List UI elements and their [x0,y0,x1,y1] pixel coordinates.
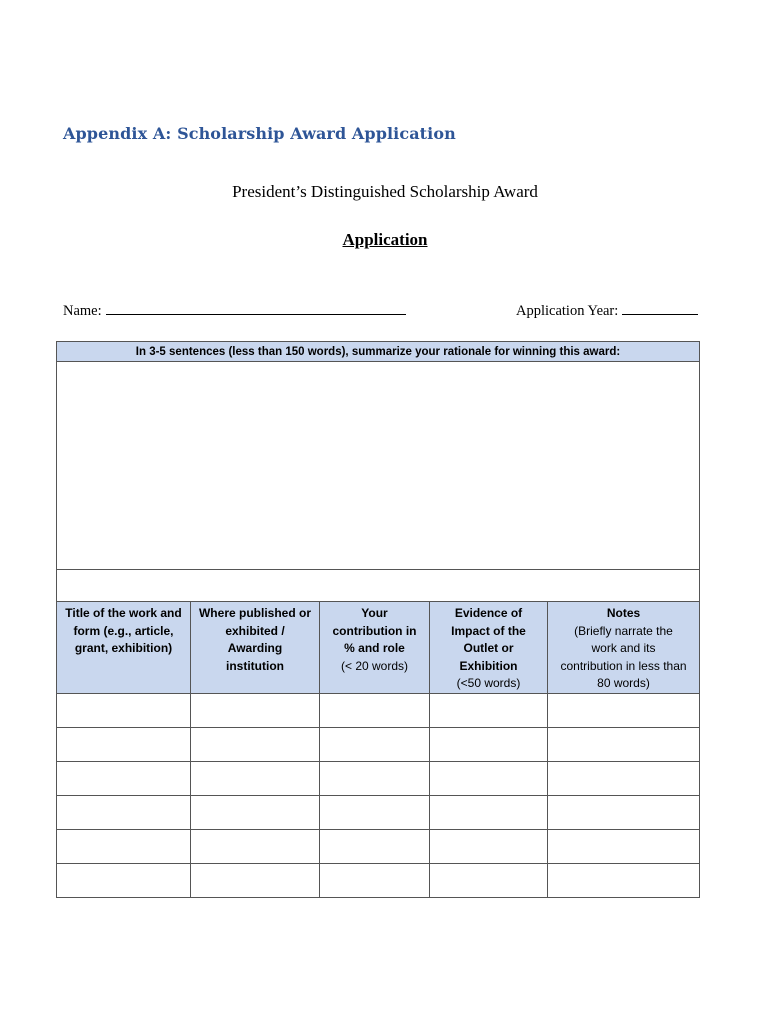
rationale-input-area[interactable] [57,362,700,570]
entry-cell-evidence-of-impact[interactable] [430,863,548,897]
header-line: institution [226,658,284,673]
entry-cell-notes[interactable] [548,795,700,829]
spacer-row [57,570,700,602]
table-row [57,761,700,795]
column-contribution-header [320,602,430,694]
entry-cell-notes[interactable] [548,693,700,727]
entry-cell-contribution[interactable] [320,727,430,761]
entry-cell-contribution[interactable] [320,829,430,863]
entry-cell-where-published[interactable] [191,693,320,727]
header-note-line: (<50 words) [456,676,521,690]
table-row [57,693,700,727]
entry-cell-evidence-of-impact[interactable] [430,761,548,795]
entry-cell-evidence-of-impact[interactable] [430,829,548,863]
award-subtitle: President’s Distinguished Scholarship Award [232,182,538,201]
entry-cell-contribution[interactable] [320,693,430,727]
name-field [63,300,406,320]
header-line: Outlet or [463,641,514,655]
table-row [57,795,700,829]
header-line: Where published or [198,606,311,620]
entry-cell-title-of-work[interactable] [57,727,191,761]
rationale-prompt: In 3-5 sentences (less than 150 words), summarize your rationale for winning this award: [57,342,700,362]
header-line: Your [361,606,388,620]
entry-cell-title-of-work[interactable] [57,693,191,727]
works-table-body [57,693,700,897]
entry-cell-notes[interactable] [548,863,700,897]
entry-cell-contribution[interactable] [320,863,430,897]
column-title-of-work-header [57,602,191,694]
entry-cell-where-published[interactable] [191,829,320,863]
entry-cell-notes[interactable] [548,727,700,761]
name-label: Name: [63,303,102,319]
header-note-line: 80 words) [597,676,650,690]
entry-cell-where-published[interactable] [191,761,320,795]
table-row [57,829,700,863]
entry-cell-contribution[interactable] [320,795,430,829]
entry-cell-evidence-of-impact[interactable] [430,795,548,829]
header-note-line: contribution in less than [560,658,687,673]
header-note-line: work and its [591,641,656,655]
appendix-heading: Appendix A: Scholarship Award Application [63,124,456,143]
header-line: Title of the work and [65,606,182,620]
application-title: Application [342,230,428,249]
entry-cell-where-published[interactable] [191,795,320,829]
entry-cell-notes[interactable] [548,829,700,863]
application-year-field [516,300,698,320]
entry-cell-title-of-work[interactable] [57,863,191,897]
header-line: Impact of the [451,623,526,638]
entry-cell-title-of-work[interactable] [57,761,191,795]
entry-cell-contribution[interactable] [320,761,430,795]
entry-cell-where-published[interactable] [191,863,320,897]
header-line: exhibited / [225,623,285,638]
header-line: Exhibition [459,658,518,673]
header-line: contribution in [332,623,417,638]
entry-cell-evidence-of-impact[interactable] [430,693,548,727]
entry-cell-title-of-work[interactable] [57,795,191,829]
entry-cell-evidence-of-impact[interactable] [430,727,548,761]
column-where-published-header [191,602,320,694]
header-line: Notes [606,606,641,620]
entry-cell-notes[interactable] [548,761,700,795]
header-line: grant, exhibition) [74,641,173,655]
header-note-line: (Briefly narrate the [574,623,673,638]
entry-cell-title-of-work[interactable] [57,829,191,863]
column-notes-header [548,602,700,694]
header-line: Awarding [227,641,283,655]
name-input-line[interactable] [106,300,406,315]
application-year-label: Application Year: [516,303,619,319]
header-note-line: (< 20 words) [340,658,409,673]
header-line: form (e.g., article, [73,623,174,638]
application-form-table [56,341,700,898]
works-table-header [57,602,700,694]
table-row [57,863,700,897]
header-line: Evidence of [454,606,523,620]
application-year-input-line[interactable] [622,300,698,315]
column-evidence-of-impact-header [430,602,548,694]
entry-cell-where-published[interactable] [191,727,320,761]
table-row [57,727,700,761]
header-line: % and role [344,641,405,655]
